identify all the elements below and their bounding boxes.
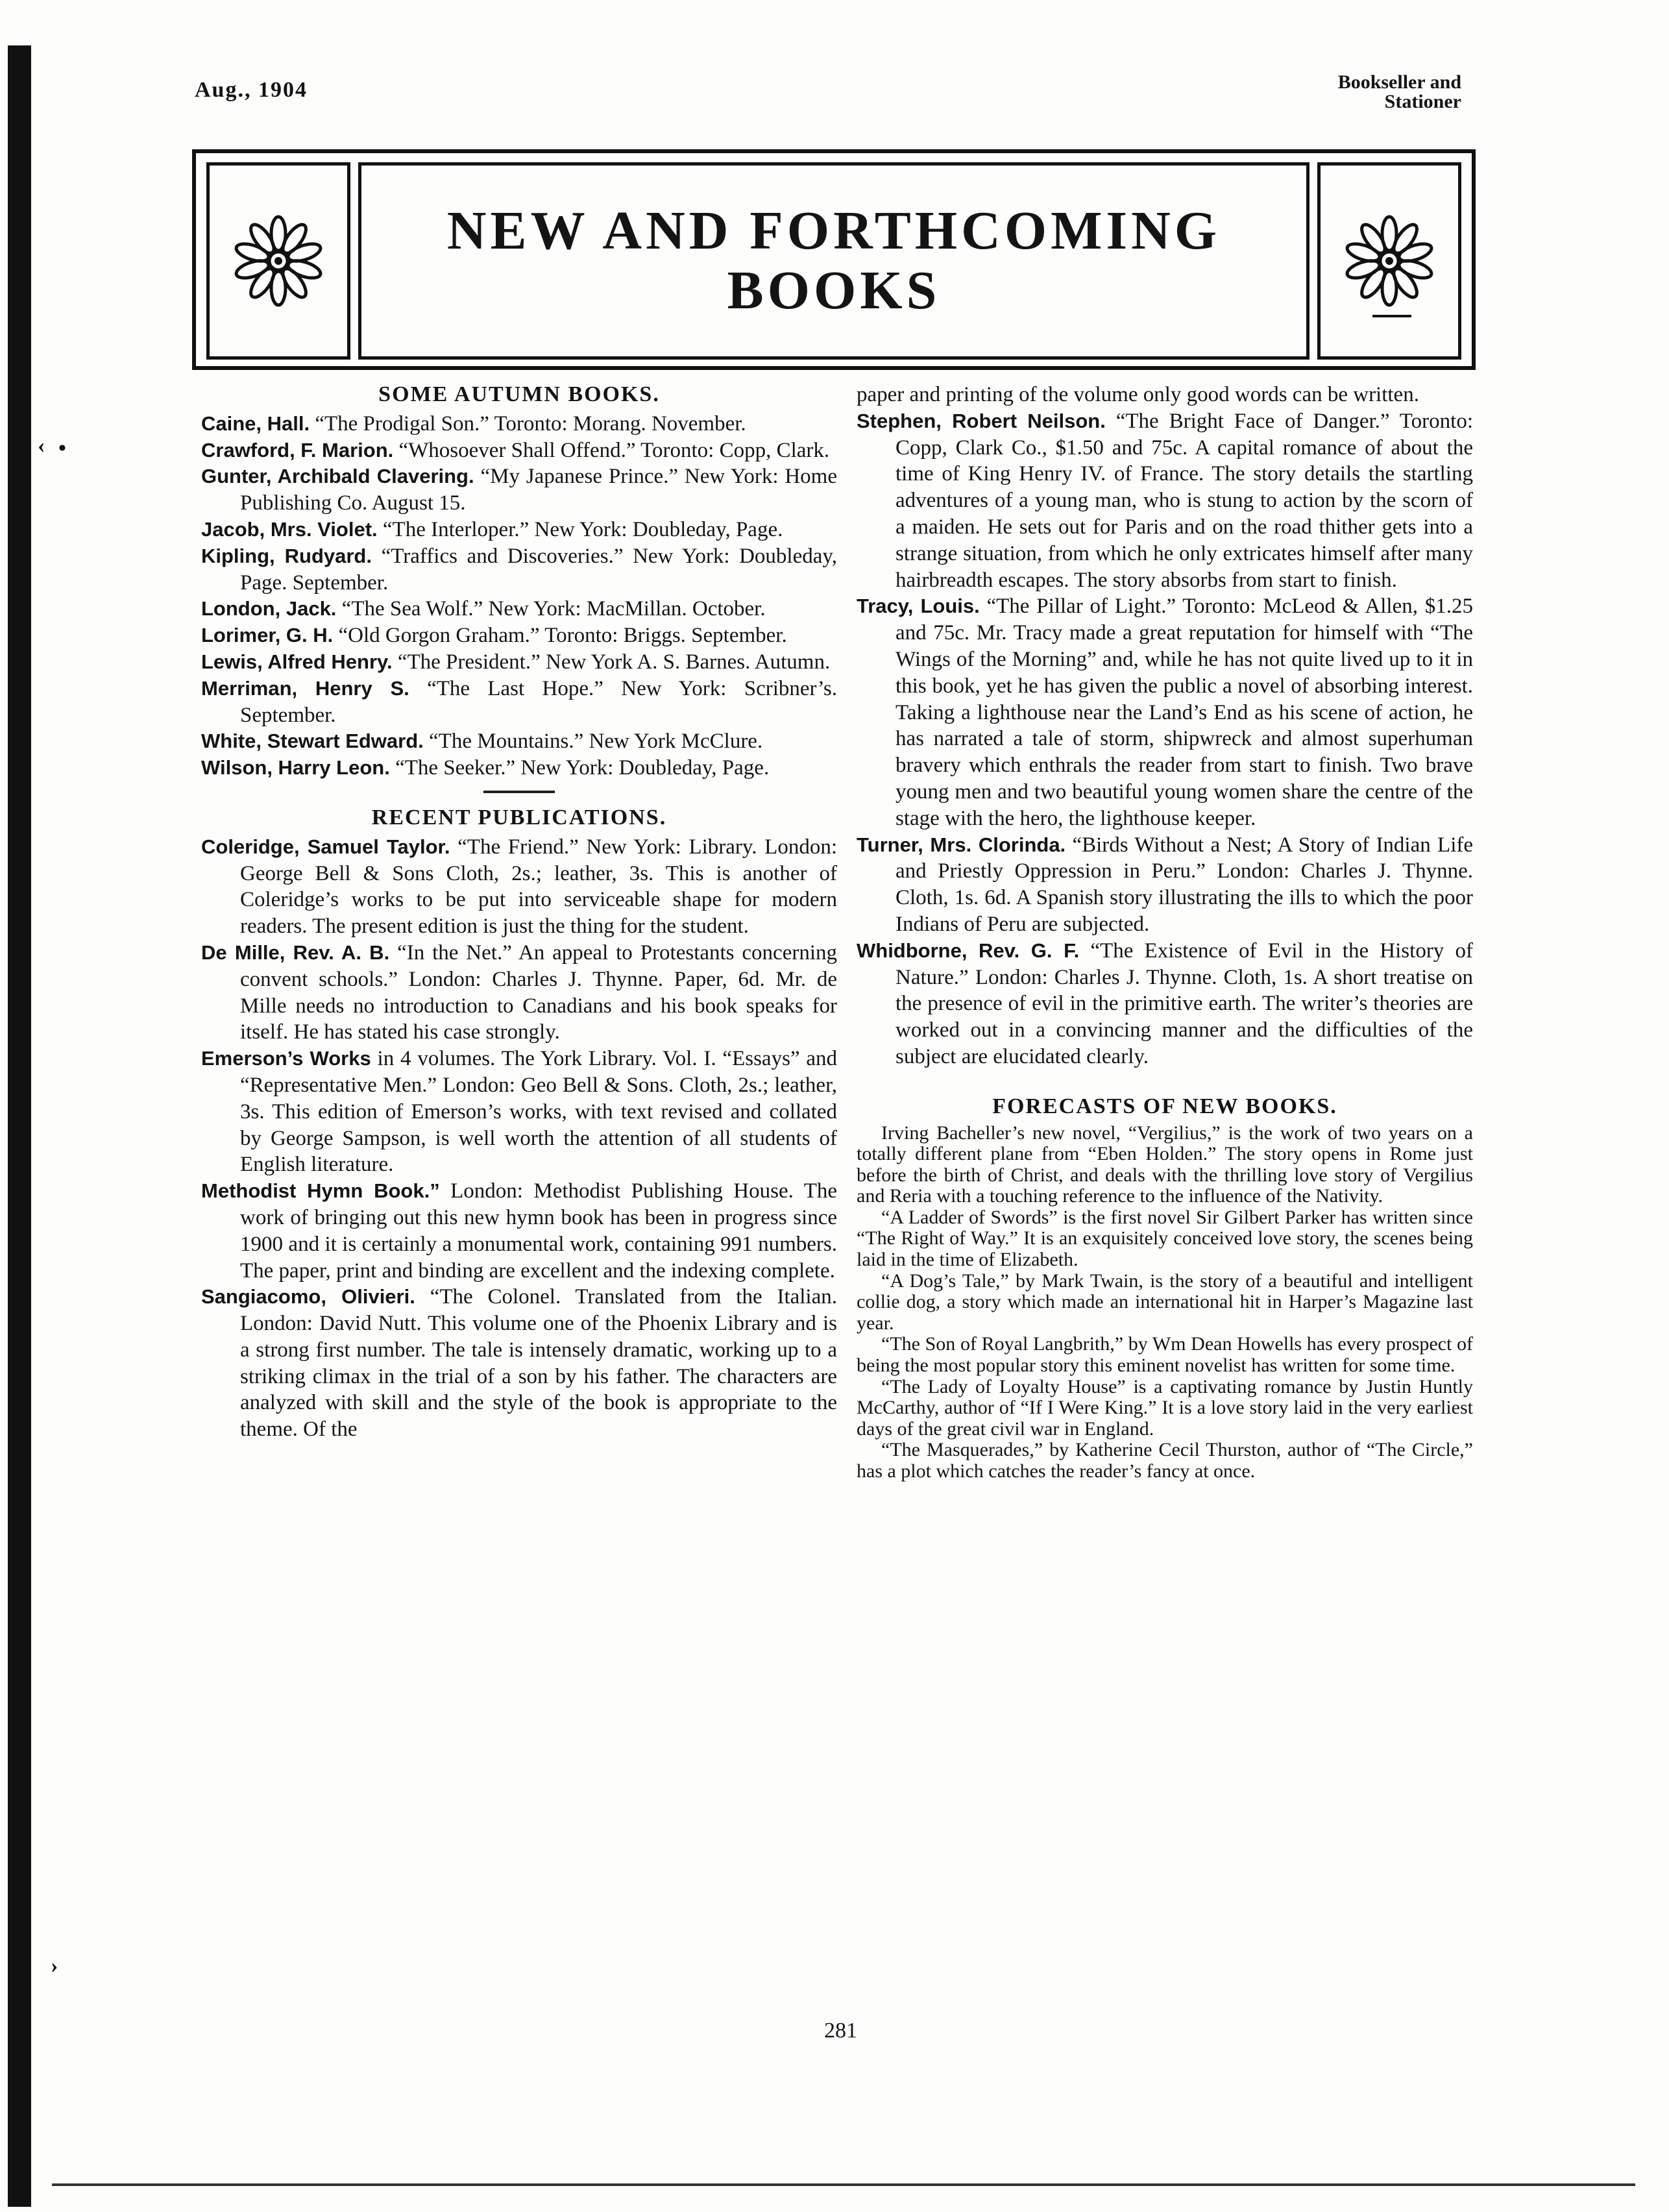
forecast-paragraph: “The Lady of Loyalty House” is a captivating romance by Justin Huntly McCarthy, author of “If I Were King.” It is a love story laid in the very earliest days of the great civil war in England.	[857, 1375, 1473, 1440]
entry-author: Caine, Hall.	[201, 412, 310, 435]
left-column	[201, 382, 837, 1443]
list-item	[201, 463, 837, 517]
forecast-paragraph: “A Ladder of Swords” is the first novel Sir Gilbert Parker has written since “The Right of Way.” It is an exquisitely conceived love story, the scenes being laid in the time of Elizabeth.	[857, 1206, 1473, 1271]
issue-date: Aug., 1904	[195, 78, 308, 102]
banner-title-box	[358, 162, 1310, 360]
entry-author: White, Stewart Edward.	[201, 730, 424, 753]
entry-author: Lorimer, G. H.	[201, 624, 334, 647]
entry-text: “The Bright Face of Danger.” Toronto: Copp, Clark Co., $1.50 and 75c. A capital romance of about the time of King Henry IV. of France. The story details the startling adventures of a young man, who is stung to action by the scorn of a maiden. He sets out for Paris and on the road thither gets into a strange situation, from which he only extricates himself after many hairbreadth escapes. The story absorbs from start to finish.	[895, 409, 1473, 592]
forecasts-body	[857, 1123, 1473, 1482]
entry-text: “The Mountains.” New York McClure.	[429, 730, 763, 754]
entry-author: Stephen, Robert Neilson.	[857, 409, 1106, 432]
entry-text: “In the Net.” An appeal to Protestants concerning convent schools.” London: Charles J. Thynne. Paper, 6d. Mr. de Mille needs no introduction to Canadians and his book speaks for itself. He has stated his case strongly.	[240, 940, 838, 1044]
list-item	[201, 940, 837, 1046]
flower-ornament-icon	[1341, 212, 1438, 310]
banner-title-line-2: BOOKS	[727, 260, 941, 321]
list-item	[201, 411, 837, 437]
recent-publications-heading: RECENT PUBLICATIONS.	[371, 805, 667, 830]
publication-line-2: Stationer	[1384, 91, 1461, 112]
list-item	[201, 834, 837, 940]
entry-text: “The Prodigal Son.” Toronto: Morang. November.	[315, 412, 746, 436]
banner-title-line-1: NEW AND FORTHCOMING	[446, 201, 1221, 261]
list-item	[201, 649, 837, 676]
entry-author: Gunter, Archibald Clavering.	[201, 465, 474, 488]
list-item	[201, 728, 837, 755]
list-item	[857, 408, 1473, 594]
forecast-paragraph: “The Masquerades,” by Katherine Cecil Thurston, author of “The Circle,” has a plot which catches the reader’s fancy at once.	[857, 1439, 1473, 1482]
forecast-paragraph: Irving Bacheller’s new novel, “Vergilius,” is the work of two years on a totally different plane from “Eben Holden.” The story opens in Rome just before the birth of Christ, and deals with the thrilling love story of Vergilius and Reria with a touching reference to the influence of the Nativity.	[857, 1122, 1473, 1207]
list-item	[201, 1046, 837, 1178]
entry-text: London: Methodist Publishing House. The work of bringing out this new hymn book has been in progress since 1900 and it is certainly a monumental work, containing 991 numbers. The paper, print and binding are excellent and the indexing complete.	[240, 1179, 837, 1283]
list-item	[201, 676, 837, 729]
scan-bottom-edge	[52, 2183, 1635, 2186]
scan-mark: ‹	[38, 434, 45, 458]
entry-author: De Mille, Rev. A. B.	[201, 940, 390, 964]
entry-text: “The Interloper.” New York: Doubleday, Page.	[382, 517, 783, 541]
list-item	[201, 622, 837, 649]
page-number: 281	[824, 2019, 857, 2043]
list-item	[201, 1178, 837, 1284]
entry-text: “Birds Without a Nest; A Story of Indian Life and Priestly Oppression in Peru.” London: Charles J. Thynne. Cloth, 1s. 6d. A Spanish story illustrating the ills to which the poor Indians of Peru are subjected.	[895, 833, 1474, 936]
entry-author: London, Jack.	[201, 597, 337, 621]
entry-text: “The Sea Wolf.” New York: MacMillan. October.	[341, 597, 766, 621]
ornament-box-left	[206, 162, 350, 360]
entry-author: Turner, Mrs. Clorinda.	[857, 833, 1066, 856]
publication-name	[1338, 73, 1461, 112]
forecasts-heading: FORECASTS OF NEW BOOKS.	[992, 1094, 1337, 1118]
entry-text: “Whosoever Shall Offend.” Toronto: Copp, Clark.	[398, 438, 830, 462]
entry-author: Coleridge, Samuel Taylor.	[201, 835, 450, 858]
entry-author: Merriman, Henry S.	[201, 676, 409, 700]
entry-text: “Old Gorgon Graham.” Toronto: Briggs. September.	[338, 624, 787, 648]
list-item	[201, 437, 837, 464]
forecast-paragraph: “A Dog’s Tale,” by Mark Twain, is the story of a beautiful and intelligent collie dog, a story which made an international hit in Harper’s Magazine last year.	[857, 1270, 1473, 1334]
entry-text: in 4 volumes. The York Library. Vol. I. “Essays” and “Representative Men.” London: Geo Bell & Sons. Cloth, 2s.; leather, 3s. This edition of Emerson’s works, with text revised and collated by George Sampson, is well worth the attention of all students of English literature.	[240, 1047, 838, 1177]
entry-author: Tracy, Louis.	[857, 595, 980, 618]
continued-text: paper and printing of the volume only good words can be written.	[857, 383, 1419, 406]
entry-text: “My Japanese Prince.” New York: Home Publishing Co. August 15.	[240, 465, 837, 515]
section-divider	[483, 791, 555, 793]
entry-author: Crawford, F. Marion.	[201, 438, 394, 461]
entry-author: Lewis, Alfred Henry.	[201, 650, 393, 673]
entry-text: “The Friend.” New York: Library. London: George Bell & Sons Cloth, 2s.; leather, 3s. This is another of Coleridge’s works to be put into serviceable shape for modern readers. The present edition is just the thing for the student.	[240, 835, 837, 939]
list-item	[857, 938, 1473, 1070]
list-item	[201, 596, 837, 622]
entry-author: Sangiacomo, Olivieri.	[201, 1285, 415, 1309]
entry-author: Wilson, Harry Leon.	[201, 756, 390, 780]
scan-mark: ›	[51, 1954, 58, 1978]
scan-left-edge	[8, 45, 31, 2207]
list-item	[201, 1284, 837, 1443]
list-item	[201, 517, 837, 543]
autumn-books-heading: SOME AUTUMN BOOKS.	[378, 382, 660, 406]
list-item	[201, 755, 837, 781]
entry-text: “The Seeker.” New York: Doubleday, Page.	[395, 756, 770, 780]
entry-author: Whidborne, Rev. G. F.	[857, 939, 1080, 962]
entry-text: “The Colonel. Translated from the Italian. London: David Nutt. This volume one of the Phoenix Library and is a strong first number. The tale is intensely dramatic, working up to a striking climax in the trial of a son by his father. The characters are analyzed with skill and the style of the book is appropriate to the theme. Of the	[240, 1285, 837, 1442]
entry-author: Methodist Hymn Book.”	[201, 1179, 440, 1203]
entry-text: “The Existence of Evil in the History of Nature.” London: Charles J. Thynne. Cloth, 1s. A short treatise on the presence of evil in the primitive earth. The writer’s theories are worked out in a convincing manner and the difficulties of the subject are elucidated clearly.	[895, 939, 1473, 1068]
entry-text: “The President.” New York A. S. Barnes. Autumn.	[397, 650, 831, 674]
ornament-dash	[1372, 315, 1411, 317]
entry-text: “Traffics and Discoveries.” New York: Doubleday, Page. September.	[240, 544, 837, 595]
flower-ornament-icon	[230, 212, 327, 310]
section-banner	[192, 149, 1476, 370]
entry-text: “The Pillar of Light.” Toronto: McLeod & Allen, $1.25 and 75c. Mr. Tracy made a great reputation for himself with “The Wings of the Morning” and, while he has not quite lived up to it in this book, yet he has given the public a novel of absorbing interest. Taking a lighthouse near the Land’s End as his scene of action, he has narrated a tale of storm, shipwreck and almost superhuman bravery which enthrals the reader from start to finish. Two brave young men and two beautiful young women share the centre of the stage with the hero, the lighthouse keeper.	[895, 595, 1473, 830]
list-item	[857, 832, 1473, 938]
publication-line-1: Bookseller and	[1337, 71, 1461, 93]
forecast-paragraph: “The Son of Royal Langbrith,” by Wm Dean Howells has every prospect of being the most popular story this eminent novelist has written for some time.	[857, 1333, 1473, 1377]
entry-author: Emerson’s Works	[201, 1047, 371, 1070]
entry-author: Kipling, Rudyard.	[201, 544, 372, 567]
right-column	[857, 382, 1473, 1482]
ornament-box-right	[1317, 162, 1461, 360]
list-item	[857, 593, 1473, 831]
entry-text: “The Last Hope.” New York: Scribner’s. September.	[240, 676, 837, 727]
list-item	[201, 543, 837, 596]
scan-mark: •	[58, 436, 66, 460]
entry-author: Jacob, Mrs. Violet.	[201, 517, 378, 541]
